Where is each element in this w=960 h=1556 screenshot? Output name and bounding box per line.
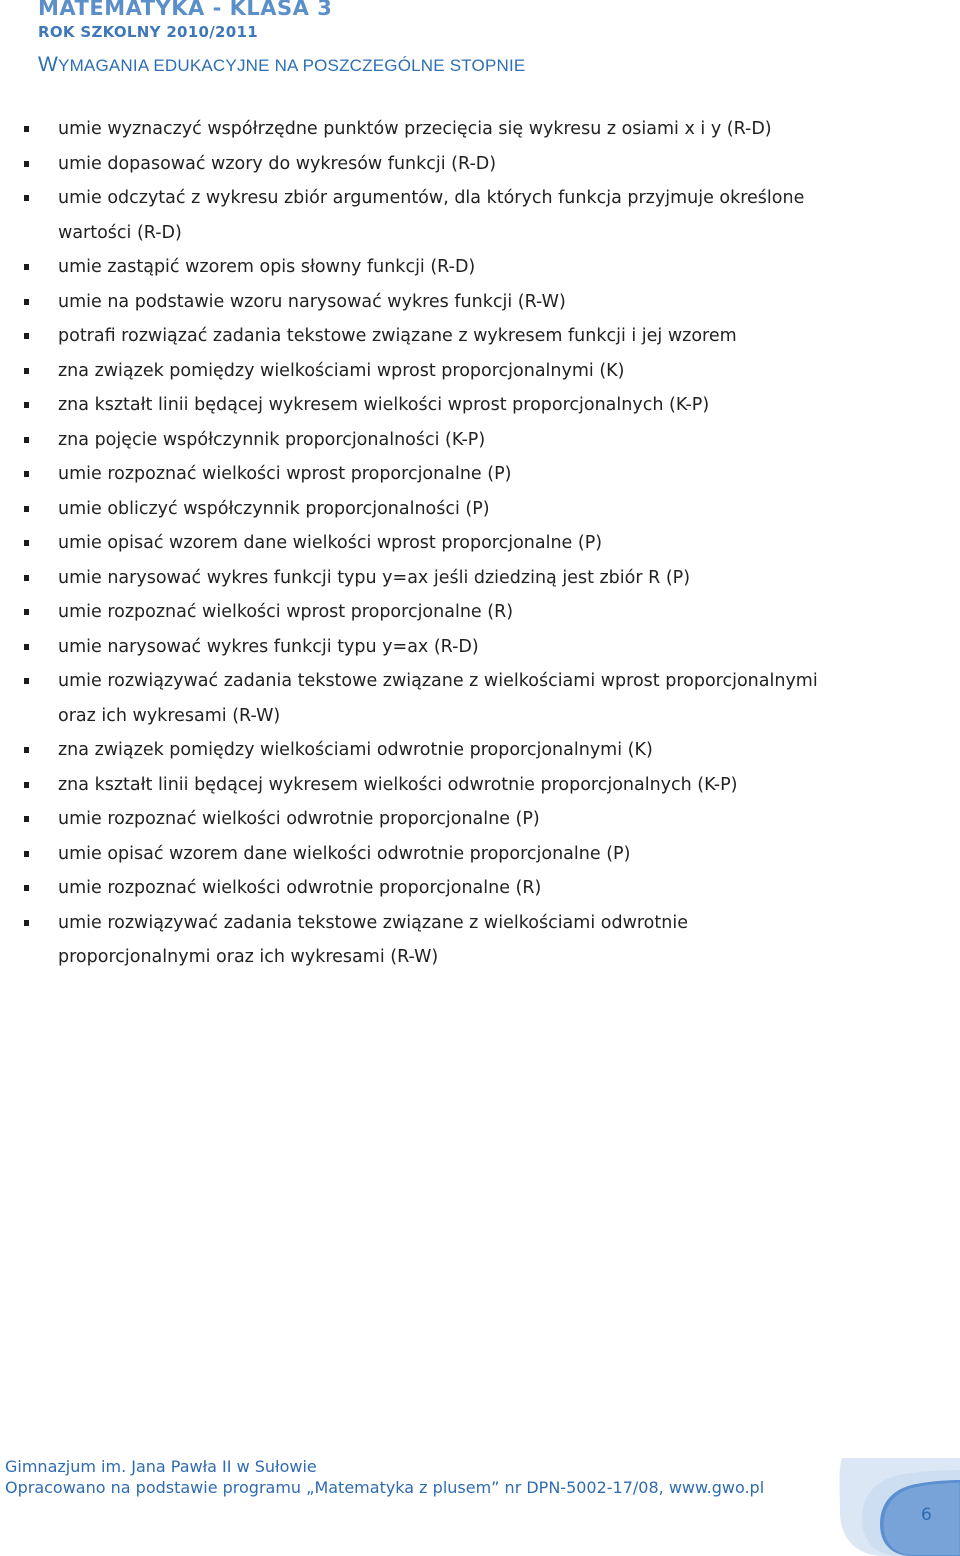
square-bullet-icon [24, 644, 29, 650]
square-bullet-icon [24, 506, 29, 512]
requirement-item [0, 388, 960, 423]
requirement-item [0, 250, 960, 285]
square-bullet-icon [24, 299, 29, 305]
requirement-item [0, 526, 960, 561]
requirement-item [0, 837, 960, 872]
page-footer [5, 1456, 764, 1498]
square-bullet-icon [24, 920, 29, 926]
requirement-item [0, 457, 960, 492]
square-bullet-icon [24, 782, 29, 788]
square-bullet-icon [24, 540, 29, 546]
requirement-text: zna związek pomiędzy wielkościami odwrotnie proporcjonalnymi (K) [58, 740, 653, 760]
requirement-item [0, 595, 960, 630]
square-bullet-icon [24, 161, 29, 167]
requirement-item [0, 768, 960, 803]
square-bullet-icon [24, 402, 29, 408]
square-bullet-icon [24, 609, 29, 615]
requirement-item [0, 664, 960, 733]
requirement-item [0, 285, 960, 320]
requirement-text: umie dopasować wzory do wykresów funkcji (R-D) [58, 153, 497, 174]
requirement-text: umie narysować wykres funkcji typu y=ax (R-D) [58, 636, 479, 657]
section-heading-rest: YMAGANIA EDUKACYJNE NA POSZCZEGÓLNE STOPNIE [58, 56, 526, 75]
requirement-text: umie wyznaczyć współrzędne punktów przecięcia się wykresu z osiami x i y (R-D) [58, 119, 772, 139]
square-bullet-icon [24, 851, 29, 857]
requirement-text: zna związek pomiędzy wielkościami wprost proporcjonalnymi (K) [58, 360, 625, 381]
square-bullet-icon [24, 195, 29, 201]
page-header [38, 0, 525, 76]
section-heading-initial: W [38, 53, 59, 76]
square-bullet-icon [24, 885, 29, 891]
requirement-item [0, 630, 960, 665]
requirement-item [0, 906, 960, 975]
requirement-item [0, 112, 960, 147]
footer-source: Opracowano na podstawie programu „Matematyka z plusem” nr DPN-5002-17/08, www.gwo.pl [5, 1478, 765, 1497]
requirement-item [0, 147, 960, 182]
school-year: ROK SZKOLNY 2010/2011 [38, 23, 258, 41]
requirements-list [0, 112, 960, 975]
requirement-text: umie rozwiązywać zadania tekstowe związane z wielkościami wprost proporcjonalnymi oraz ich wykresami (R-W) [58, 671, 818, 726]
square-bullet-icon [24, 437, 29, 443]
requirement-text: umie narysować wykres funkcji typu y=ax jeśli dziedziną jest zbiór R (P) [58, 567, 691, 588]
requirement-text: umie opisać wzorem dane wielkości wprost proporcjonalne (P) [58, 533, 603, 553]
requirement-text: umie opisać wzorem dane wielkości odwrotnie proporcjonalne (P) [58, 843, 631, 864]
requirement-item [0, 802, 960, 837]
requirement-item [0, 733, 960, 768]
page-number: 6 [921, 1505, 932, 1525]
section-heading [38, 55, 525, 76]
requirement-text: umie na podstawie wzoru narysować wykres funkcji (R-W) [58, 291, 566, 312]
requirement-text: zna kształt linii będącej wykresem wielkości wprost proporcjonalnych (K-P) [58, 395, 710, 415]
square-bullet-icon [24, 816, 29, 822]
requirement-item [0, 319, 960, 354]
requirement-item [0, 181, 960, 250]
requirement-text: zna pojęcie współczynnik proporcjonalności (K-P) [58, 429, 486, 450]
requirement-text: umie odczytać z wykresu zbiór argumentów, dla których funkcja przyjmuje określone wartości (R-D) [58, 188, 805, 243]
square-bullet-icon [24, 575, 29, 581]
requirement-text: potrafi rozwiązać zadania tekstowe związane z wykresem funkcji i jej wzorem [58, 326, 737, 346]
requirement-item [0, 492, 960, 527]
requirement-item [0, 354, 960, 389]
square-bullet-icon [24, 678, 29, 684]
square-bullet-icon [24, 747, 29, 753]
square-bullet-icon [24, 264, 29, 270]
requirement-text: umie rozpoznać wielkości wprost proporcjonalne (P) [58, 464, 512, 484]
requirement-text: umie rozpoznać wielkości wprost proporcjonalne (R) [58, 602, 514, 622]
requirement-text: umie obliczyć współczynnik proporcjonalności (P) [58, 498, 490, 519]
document-title: MATEMATYKA - KLASA 3 [38, 0, 333, 20]
square-bullet-icon [24, 333, 29, 339]
requirement-text: zna kształt linii będącej wykresem wielkości odwrotnie proporcjonalnych (K-P) [58, 774, 738, 795]
requirement-item [0, 423, 960, 458]
square-bullet-icon [24, 471, 29, 477]
footer-school: Gimnazjum im. Jana Pawła II w Sułowie [5, 1457, 317, 1476]
square-bullet-icon [24, 368, 29, 374]
requirement-text: umie rozpoznać wielkości odwrotnie proporcjonalne (R) [58, 878, 542, 898]
requirement-item [0, 871, 960, 906]
requirement-text: umie rozwiązywać zadania tekstowe związane z wielkościami odwrotnie proporcjonalnymi oraz ich wykresami (R-W) [58, 912, 688, 967]
page-number-badge [832, 1456, 960, 1556]
square-bullet-icon [24, 126, 29, 132]
requirement-text: umie rozpoznać wielkości odwrotnie proporcjonalne (P) [58, 809, 540, 829]
requirement-text: umie zastąpić wzorem opis słowny funkcji (R-D) [58, 257, 476, 277]
requirement-item [0, 561, 960, 596]
